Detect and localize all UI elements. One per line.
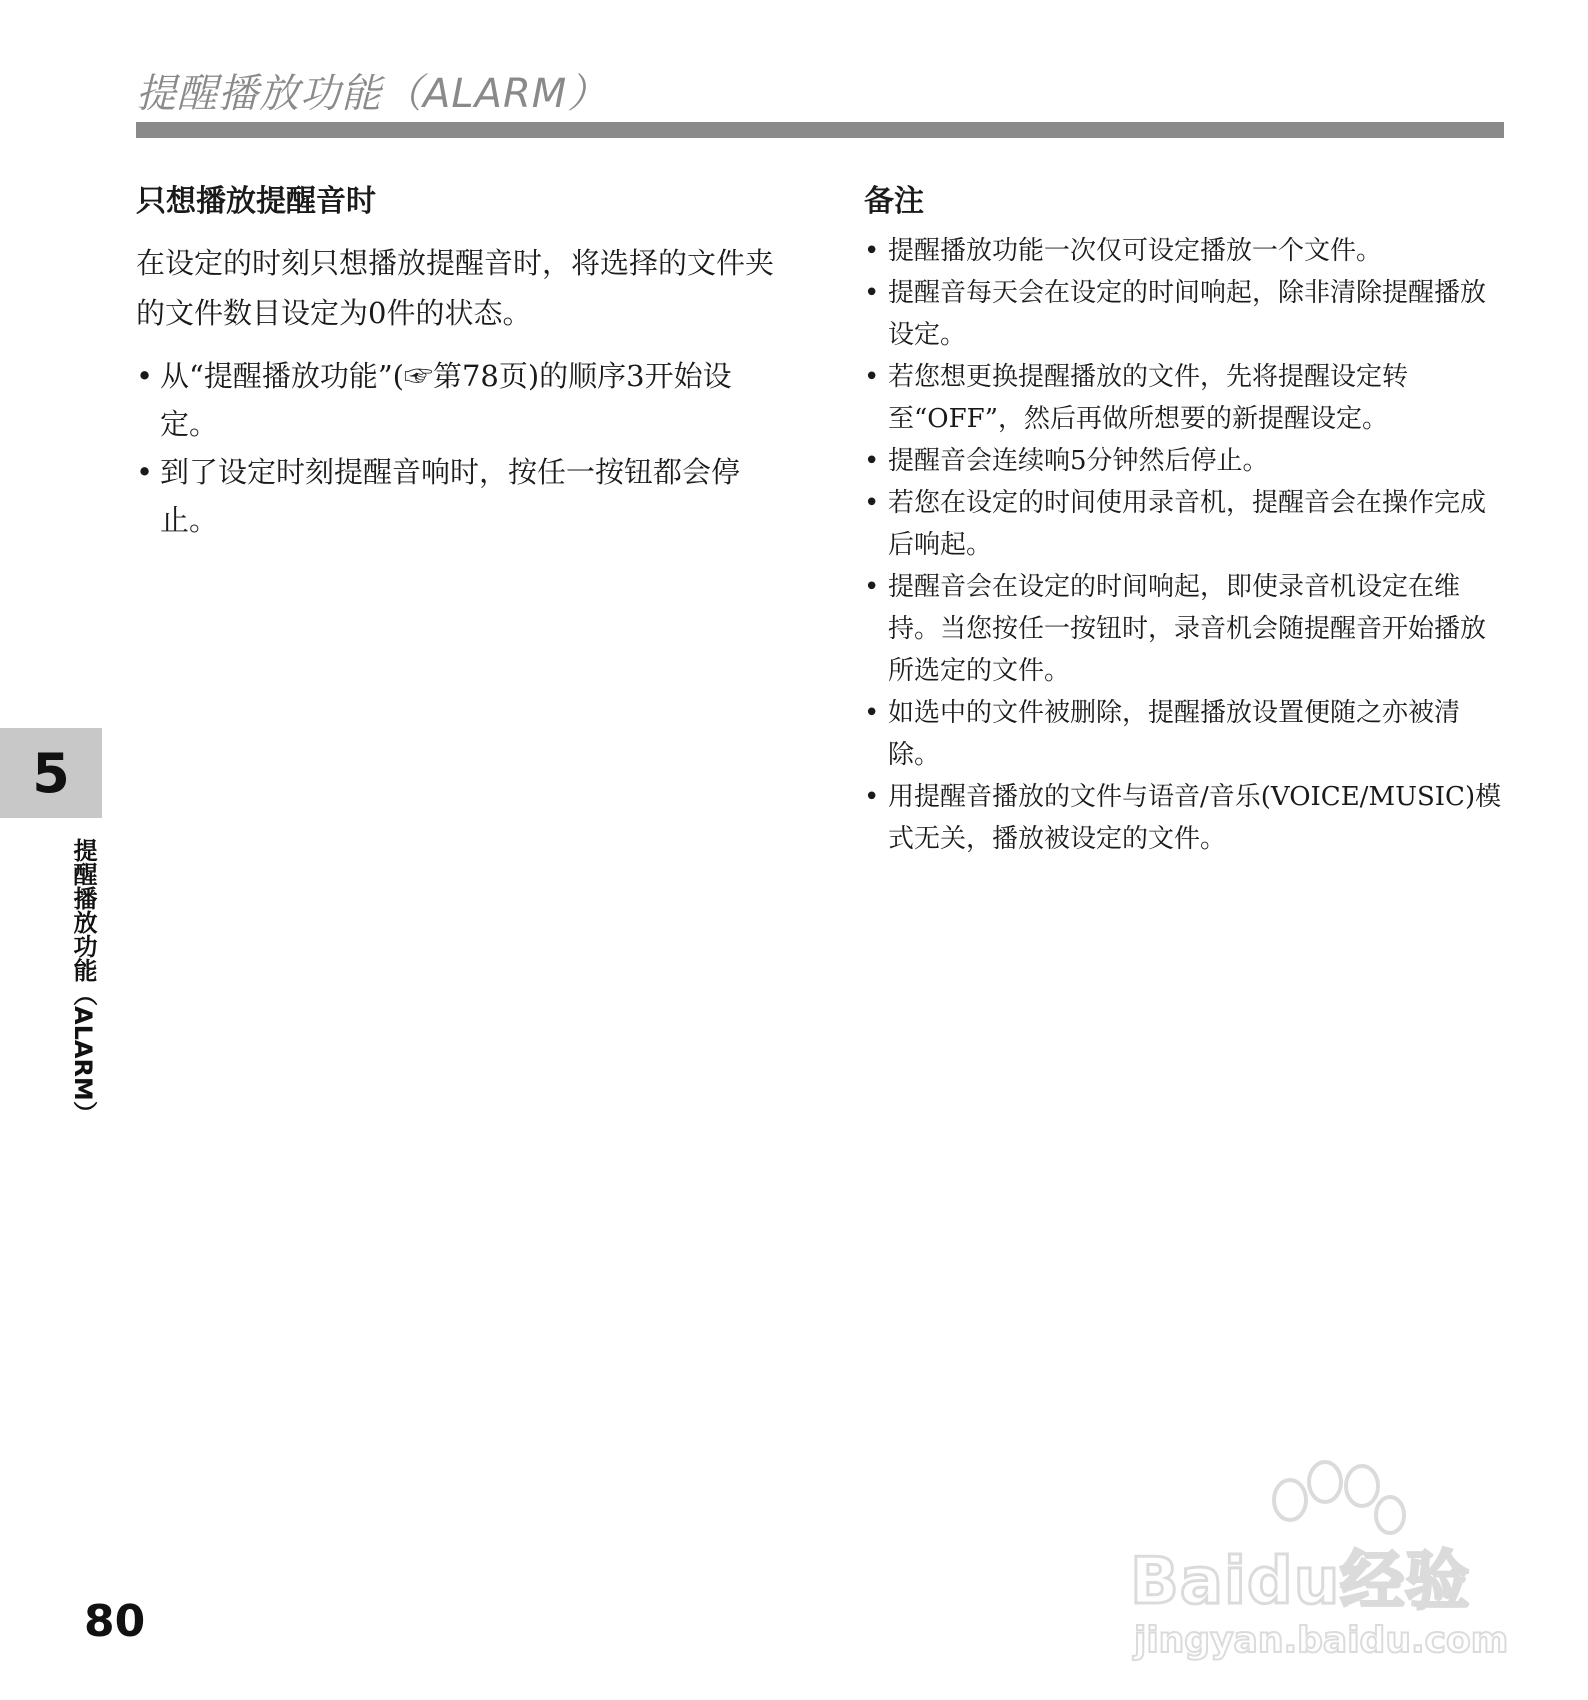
bullet-dot: •	[864, 572, 880, 602]
right-column	[864, 176, 1504, 860]
list-item-text: 若您想更换提醒播放的文件，先将提醒设定转至“OFF”，然后再做所想要的新提醒设定。	[888, 362, 1409, 434]
left-intro-paragraph: 在设定的时刻只想播放提醒音时，将选择的文件夹的文件数目设定为0件的状态。	[136, 246, 775, 330]
list-item-text: 提醒音会连续响5分钟然后停止。	[888, 446, 1269, 476]
list-item-text: 用提醒音播放的文件与语音/音乐(VOICE/MUSIC)模式无关，播放被设定的文件。	[888, 782, 1502, 854]
list-item	[864, 566, 1504, 692]
list-item	[136, 448, 786, 544]
bullet-dot: •	[864, 782, 880, 812]
list-item-text: 提醒播放功能一次仅可设定播放一个文件。	[888, 236, 1383, 266]
list-item-text: 到了设定时刻提醒音响时，按任一按钮都会停止。	[160, 455, 741, 537]
notes-list	[864, 230, 1504, 860]
list-item	[864, 482, 1504, 566]
page-number: 80	[84, 1596, 146, 1647]
bullet-dot: •	[864, 362, 880, 392]
chapter-tab	[0, 728, 102, 818]
watermark-url: jingyan.baidu.com	[1134, 1620, 1509, 1661]
list-item	[864, 692, 1504, 776]
baidu-watermark	[1130, 1460, 1510, 1680]
list-item-text: 提醒音每天会在设定的时间响起，除非清除提醒播放设定。	[888, 278, 1487, 350]
list-item	[136, 352, 786, 448]
bullet-dot: •	[864, 236, 880, 266]
header-bar	[136, 122, 1504, 138]
list-item-text: 如选中的文件被删除，提醒播放设置便随之亦被清除。	[888, 698, 1461, 770]
list-item-text: 从“提醒播放功能”(☞第78页)的顺序3开始设定。	[160, 359, 732, 441]
bullet-dot: •	[864, 698, 880, 728]
chapter-side-label: 提醒播放功能（ALARM）	[69, 838, 97, 1125]
bullet-dot: •	[864, 488, 880, 518]
list-item	[864, 440, 1504, 482]
list-item-text: 提醒音会在设定的时间响起，即使录音机设定在维持。当您按任一按钮时，录音机会随提醒音开始播放所选定的文件。	[888, 572, 1487, 686]
left-section-heading: 只想播放提醒音时	[136, 184, 376, 219]
bullet-dot: •	[136, 359, 154, 393]
list-item	[864, 230, 1504, 272]
bullet-dot: •	[864, 446, 880, 476]
notes-heading: 备注	[864, 184, 924, 219]
list-item	[864, 776, 1504, 860]
left-bullet-list	[136, 352, 786, 544]
list-item-text: 若您在设定的时间使用录音机，提醒音会在操作完成后响起。	[888, 488, 1487, 560]
header-title: 提醒播放功能（ALARM）	[136, 71, 609, 117]
list-item	[864, 272, 1504, 356]
left-column	[136, 176, 786, 544]
bullet-dot: •	[864, 278, 880, 308]
chapter-number: 5	[32, 741, 70, 805]
list-item	[864, 356, 1504, 440]
watermark-brand: Baidu经验	[1130, 1545, 1471, 1619]
bullet-dot: •	[136, 455, 154, 489]
